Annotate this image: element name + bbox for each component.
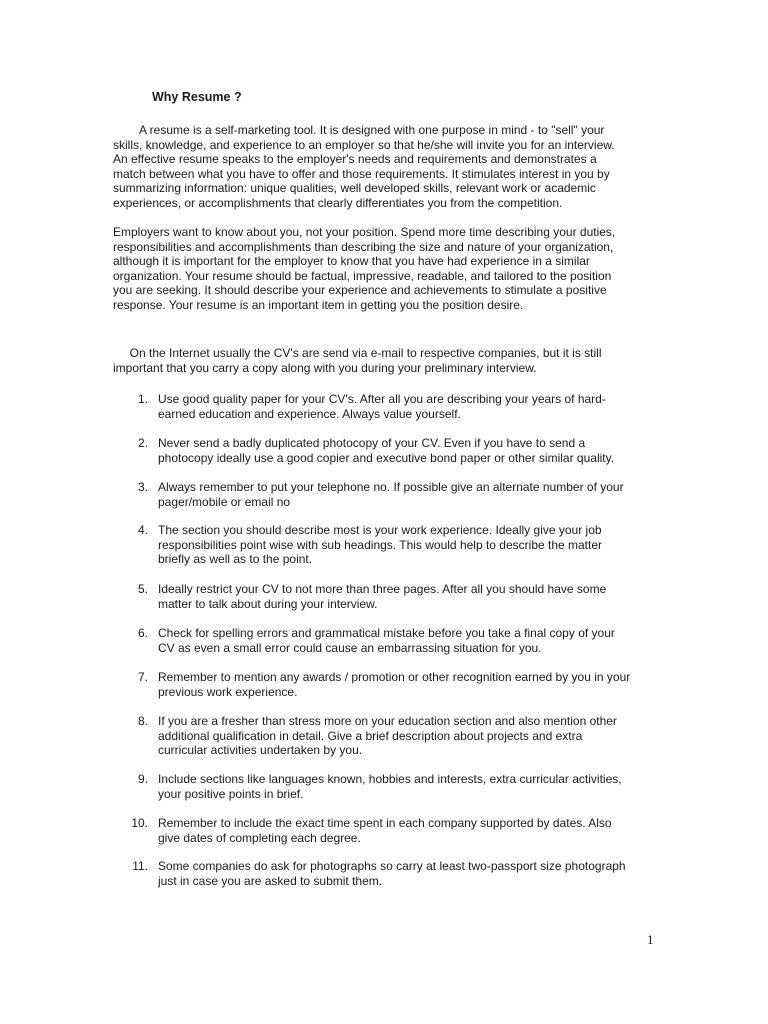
list-item-number: 6. xyxy=(137,626,148,640)
list-item-number: 5. xyxy=(137,582,148,596)
paragraph-line: organization. Your resume should be factual, impressive, readable, and tailored to the position xyxy=(113,268,612,283)
list-item-number: 1. xyxy=(137,392,148,406)
intro-paragraph xyxy=(113,123,653,211)
list-item-text: The section you should describe most is your work experience. Ideally give your job responsibilities point wise with sub headings. This would help to describe the matter briefly as well as to the point. xyxy=(158,523,603,567)
list-item-text: Remember to include the exact time spent in each company supported by dates. Also give dates of completing each degree. xyxy=(158,816,612,845)
list-item-text: Never send a badly duplicated photocopy of your CV. Even if you have to send a photocopy ideally use a good copier and executive bond paper or other similar quality. xyxy=(158,436,615,465)
list-item-text: Always remember to put your telephone no. If possible give an alternate number of your pager/mobile or email no xyxy=(158,480,624,509)
paragraph-line: Employers want to know about you, not your position. Spend more time describing your duties, xyxy=(113,225,616,239)
list-item-number: 11. xyxy=(132,859,148,873)
paragraph-line: On the Internet usually the CV's are send via e-mail to respective companies, but it is still xyxy=(113,346,602,360)
paragraph-line: although it is important for the employer to know that you have had experience in a similar xyxy=(113,254,590,269)
paragraph-line: summarizing information: unique qualities, well developed skills, relevant work or academic xyxy=(113,181,596,196)
list-item-number: 8. xyxy=(137,714,148,728)
list-item-text: Check for spelling errors and grammatical mistake before you take a final copy of your CV as even a small error could cause an embarrassing situation for you. xyxy=(158,626,615,655)
list-item-number: 4. xyxy=(137,523,148,537)
list-item-text: Ideally restrict your CV to not more than three pages. After all you should have some matter to talk about during your interview. xyxy=(158,582,607,611)
list-item-text: Include sections like languages known, hobbies and interests, extra curricular activities, your positive points in brief. xyxy=(158,772,622,801)
internet-paragraph xyxy=(113,346,653,375)
paragraph-line: responsibilities and accomplishments than describing the size and nature of your organization, xyxy=(113,239,614,254)
paragraph-line: important that you carry a copy along with you during your preliminary interview. xyxy=(113,360,537,375)
list-item-text: Remember to mention any awards / promotion or other recognition earned by you in your previous work experience. xyxy=(158,670,631,699)
paragraph-line: skills, knowledge, and experience to an employer so that he/she will invite you for an interview. xyxy=(113,137,615,152)
list-item-number: 9. xyxy=(137,772,148,786)
page-title: Why Resume ? xyxy=(152,90,242,104)
list-item-text: Some companies do ask for photographs so carry at least two-passport size photograph just in case you are asked to submit them. xyxy=(158,859,626,888)
list-item-number: 10. xyxy=(131,816,148,830)
list-item-number: 7. xyxy=(137,670,148,684)
page-number: 1 xyxy=(647,932,654,947)
paragraph-line: An effective resume speaks to the employer's needs and requirements and demonstrates a xyxy=(113,152,597,167)
list-item-number: 2. xyxy=(137,436,148,450)
list-item-number: 3. xyxy=(137,480,148,494)
paragraph-line: A resume is a self-marketing tool. It is designed with one purpose in mind - to "sell" your xyxy=(113,123,605,137)
employers-paragraph xyxy=(113,225,653,313)
paragraph-line: match between what you have to offer and those requirements. It stimulates interest in you by xyxy=(113,166,610,181)
paragraph-line: response. Your resume is an important item in getting you the position desire. xyxy=(113,297,524,312)
paragraph-line: experiences, or accomplishments that clearly differentiates you from the competition. xyxy=(113,195,563,210)
list-item-text: Use good quality paper for your CV's. After all you are describing your years of hard- earned education and experience. Always value yourself. xyxy=(158,392,606,421)
paragraph-line: you are seeking. It should describe your experience and achievements to stimulate a positive xyxy=(113,283,607,298)
list-item-text: If you are a fresher than stress more on your education section and also mention other additional qualification in detail. Give a brief description about projects and extra curricular activities undertaken by you. xyxy=(158,714,617,758)
